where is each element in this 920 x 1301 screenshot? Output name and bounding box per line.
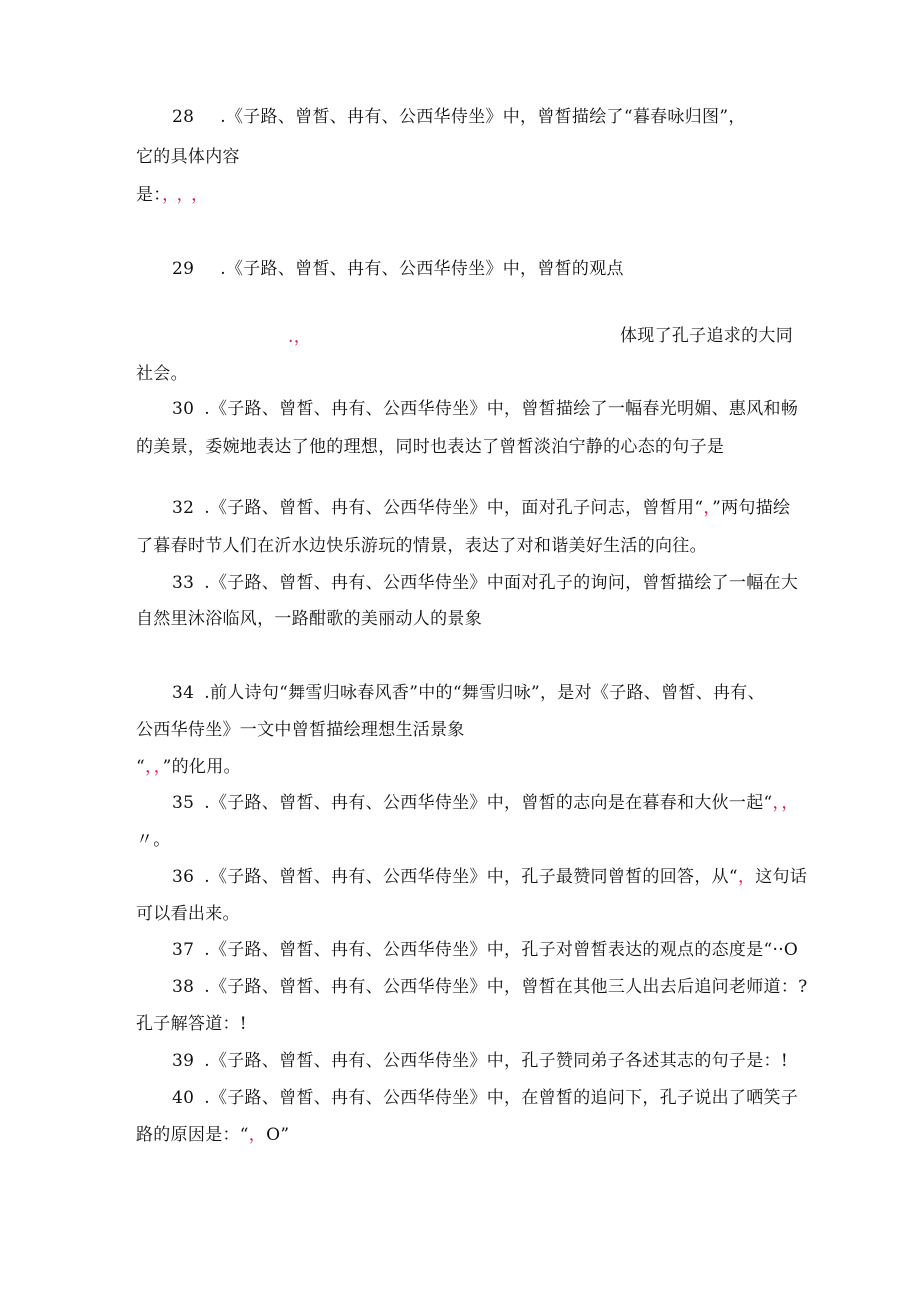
q32-text-b: ”两句描绘: [712, 498, 791, 518]
q29-number: 29: [172, 259, 195, 279]
q38-number: 38: [172, 977, 195, 997]
q39-number: 39: [172, 1051, 195, 1071]
q35-text: .《子路、曾皙、冉有、公西华侍坐》中，曾皙的志向是在暮春和大伙一起“: [204, 793, 773, 813]
q29-line2-right: 体现了孔子追求的大同: [620, 326, 793, 346]
q38-line1: [172, 976, 808, 998]
q30-number: 30: [172, 399, 195, 419]
q32-line2: 了暮春时节人们在沂水边快乐游玩的情景，表达了对和谐美好生活的向往。: [136, 536, 707, 556]
q30-line2: 的美景，委婉地表达了他的理想，同时也表达了曾皙淡泊宁静的心态的句子是: [136, 437, 725, 457]
q40-line2: [136, 1124, 289, 1146]
q36-line1: [172, 866, 807, 888]
q29-line1: [172, 258, 624, 280]
q30-line1: [172, 398, 798, 420]
q32-blank: ，: [703, 498, 713, 518]
q40-line2-text: 路的原因是：“: [136, 1125, 249, 1145]
q30-text: .《子路、曾皙、冉有、公西华侍坐》中，曾皙描绘了一幅春光明媚、惠风和畅: [204, 399, 799, 419]
q40-line1: [172, 1087, 798, 1109]
q34-line3: [136, 756, 241, 778]
q34-blank: ，，: [145, 757, 163, 777]
q34-text: .前人诗句“舞雪归咏春风香”中的“舞雪归咏”，是对《子路、曾皙、冉有、: [204, 683, 765, 703]
q40-line2-end: O”: [266, 1125, 290, 1145]
q29-text: .《子路、曾皙、冉有、公西华侍坐》中，曾皙的观点: [220, 259, 624, 279]
q34-line2: 公西华侍坐》一文中曾皙描绘理想生活景象: [136, 720, 465, 740]
q36-text-a: .《子路、曾皙、冉有、公西华侍坐》中，孔子最赞同曾皙的回答，从“: [204, 867, 738, 887]
q34-line3-text: ”的化用。: [162, 757, 241, 777]
q33-number: 33: [172, 573, 195, 593]
q38-text: .《子路、曾皙、冉有、公西华侍坐》中，曾皙在其他三人出去后追问老师道：?: [204, 977, 808, 997]
q36-blank: ，: [737, 867, 756, 887]
q28-answer-blanks: ，，，: [162, 185, 215, 205]
q37-text: .《子路、曾皙、冉有、公西华侍坐》中，孔子对曾皙表达的观点的态度是“··O: [204, 940, 799, 960]
q29-line3: 社会。: [136, 364, 188, 384]
q28-line3: [136, 184, 214, 206]
q28-number: 28: [172, 107, 195, 127]
q28-line1: [172, 106, 746, 128]
q40-text: .《子路、曾皙、冉有、公西华侍坐》中，在曾皙的追问下，孔子说出了哂笑子: [204, 1088, 799, 1108]
q37-number: 37: [172, 940, 195, 960]
q33-line2: 自然里沐浴临风，一路酣歌的美丽动人的景象: [136, 609, 482, 629]
q38-line2: 孔子解答道：!: [136, 1014, 247, 1034]
q36-line2: 可以看出来。: [136, 904, 240, 924]
q39-line1: [172, 1050, 788, 1072]
q34-number: 34: [172, 683, 195, 703]
q40-number: 40: [172, 1088, 195, 1108]
q39-text: .《子路、曾皙、冉有、公西华侍坐》中，孔子赞同弟子各述其志的句子是：!: [204, 1051, 788, 1071]
q34-line1: [172, 682, 765, 704]
q32-number: 32: [172, 498, 195, 518]
q35-line1: [172, 792, 799, 814]
q28-answer-label: 是：: [136, 185, 163, 205]
q35-blank: ，，: [772, 793, 799, 813]
q33-text: .《子路、曾皙、冉有、公西华侍坐》中面对孔子的询问，曾皙描绘了一幅在大: [204, 573, 799, 593]
q36-number: 36: [172, 867, 195, 887]
q29-answer-blanks: .，: [288, 327, 312, 347]
q35-line2: 〃。: [136, 830, 171, 850]
q32-text-a: .《子路、曾皙、冉有、公西华侍坐》中，面对孔子问志，曾皙用“: [204, 498, 704, 518]
q34-open-quote: “: [136, 757, 145, 777]
q36-text-b: 这句话: [755, 867, 808, 887]
q37-line1: [172, 939, 798, 961]
q40-blank: ，: [248, 1125, 267, 1145]
q28-line2: 它的具体内容: [136, 147, 240, 167]
q33-line1: [172, 572, 798, 594]
q35-number: 35: [172, 793, 195, 813]
q28-text: .《子路、曾皙、冉有、公西华侍坐》中，曾皙描绘了“暮春咏归图”，: [220, 107, 746, 127]
q32-line1: [172, 497, 790, 519]
